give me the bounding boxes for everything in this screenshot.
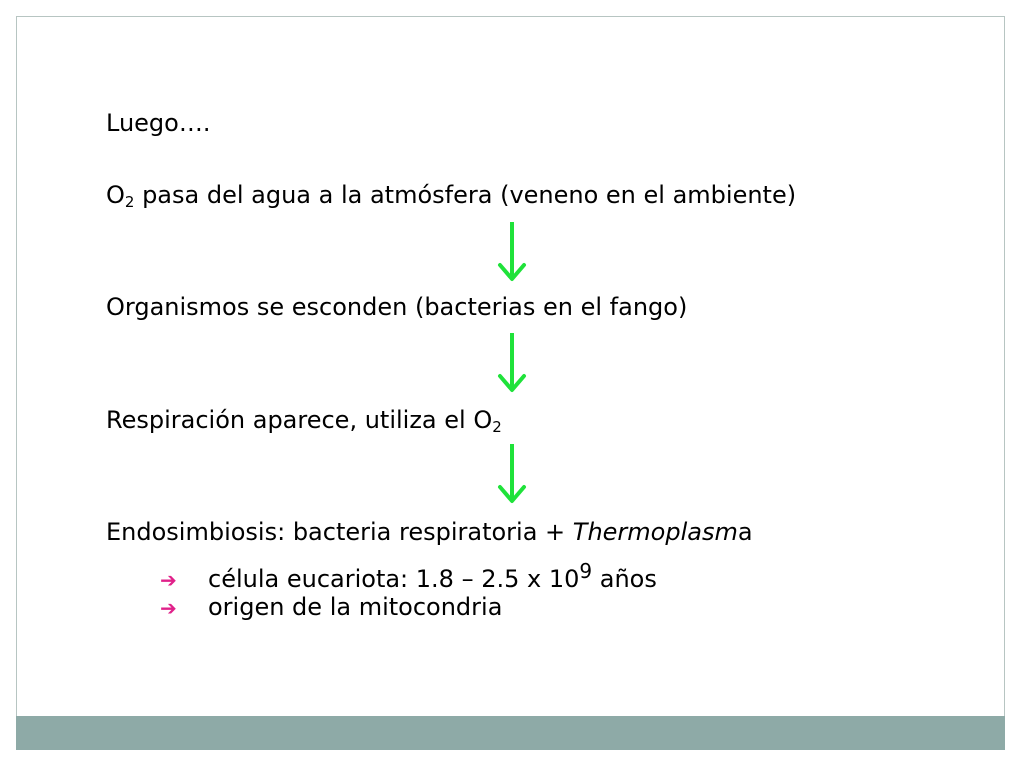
- down-arrow-icon: [496, 333, 528, 393]
- bullet-item-mitochondria: [160, 592, 502, 623]
- step-organisms-hide: Organismos se esconden (bacterias en el fango): [106, 293, 688, 321]
- down-arrow-icon: [496, 222, 528, 282]
- step-text: O: [106, 181, 125, 209]
- superscript: 9: [579, 559, 593, 583]
- step-text: a: [737, 518, 753, 546]
- step-oxygen-atmosphere: [106, 180, 796, 210]
- step-text: Endosimbiosis: bacteria respiratoria +: [106, 518, 573, 546]
- step-endosymbiosis: [106, 517, 753, 547]
- right-arrow-icon: ➔: [160, 596, 177, 620]
- bullet-text: origen de la mitocondria: [208, 593, 503, 621]
- step-respiration: [106, 405, 502, 435]
- bullet-text: célula eucariota: 1.8 – 2.5 x 10: [208, 565, 580, 593]
- step-text: pasa del agua a la atmósfera (veneno en el ambiente): [134, 181, 797, 209]
- intro-text: Luego….: [106, 109, 211, 137]
- right-arrow-icon: ➔: [160, 568, 177, 592]
- footer-bar: [16, 716, 1005, 750]
- bullet-item-eukaryote: [160, 556, 657, 595]
- subscript: 2: [492, 418, 502, 436]
- subscript: 2: [124, 193, 135, 211]
- bullet-text: años: [592, 565, 657, 593]
- down-arrow-icon: [496, 444, 528, 504]
- step-text: Respiración aparece, utiliza el O: [106, 406, 493, 434]
- italic-term: Thermoplasm: [572, 518, 738, 546]
